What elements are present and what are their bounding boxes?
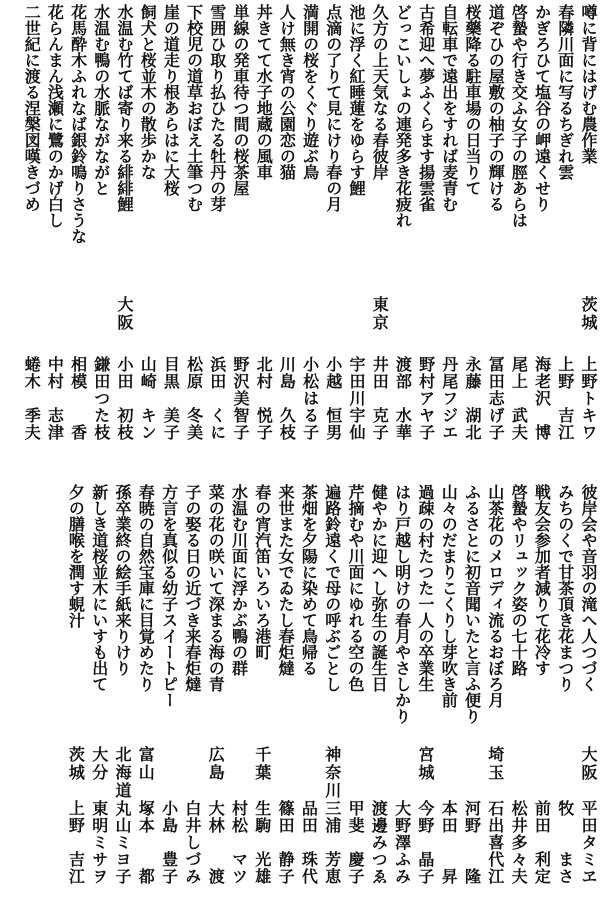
prefecture-label: 神奈川 [322, 746, 342, 800]
haiku-line: 自転車で遠出をすれば麦青む [439, 4, 459, 212]
author-name: 石出喜代江 [485, 800, 505, 885]
author-name: 小田 初枝 [115, 356, 134, 441]
author-name: 村松 マツ [229, 800, 249, 885]
haiku-line: 水温む川面に浮かぶ鴨の群 [229, 484, 249, 676]
author-name: 井田 克子 [370, 356, 390, 441]
haiku-line: 山々のだまりこくりし芽吹き前 [439, 484, 459, 708]
author-name: 目黒 美子 [161, 356, 181, 441]
haiku-line: 山茶花のメロディ流るおぼろ月 [485, 484, 505, 708]
prefecture-label: 広島 [206, 746, 226, 782]
haiku-line: 単線の発車待つ間の桜茶屋 [231, 4, 250, 196]
author-name: 尾上 武夫 [509, 356, 529, 441]
haiku-line: 芹摘むや川面にゆれる空の色 [346, 484, 365, 692]
haiku-line: 崖の道走り根あらはに大桜 [161, 4, 181, 196]
haiku-line: 健やかに迎へし弥生の誕生日 [369, 484, 389, 692]
author-name: 小島 豊子 [159, 800, 179, 885]
author-name: 野沢美智子 [231, 356, 250, 441]
haiku-line: 方言を真似る幼子スイートピー [159, 484, 179, 708]
author-name: 平田タミヱ [579, 800, 598, 885]
author-name: 山崎 キン [138, 356, 158, 441]
haiku-line: 啓蟄や行き交ふ女子の脛あらは [509, 4, 529, 228]
haiku-line: 桜藥降る駐車場の日当りて [463, 4, 482, 196]
author-name: 前田 利定 [532, 800, 552, 885]
prefecture-label: 大分 [89, 746, 109, 782]
haiku-line: 孫卒業終の絵手紙来りけり [113, 484, 132, 676]
author-name: 三浦 芳恵 [322, 800, 342, 885]
author-name: 大林 渡 [206, 800, 226, 885]
prefecture-label: 東京 [370, 296, 390, 332]
prefecture-label: 富山 [136, 746, 156, 782]
author-name: 丹尾フジエ [439, 356, 459, 441]
haiku-line: 丼きてて水子地蔵の風車 [254, 4, 274, 180]
prefecture-label: 埼玉 [485, 746, 505, 782]
haiku-line: はり戸越し明けの春月やさしかり [392, 484, 412, 724]
author-name: 宇田川宇仙 [347, 356, 366, 441]
author-name: 渡邊みつゑ [369, 800, 389, 885]
author-name: 上野 吉江 [555, 356, 575, 441]
author-name: 相模 香 [68, 356, 88, 441]
author-name: 東明ミサヲ [89, 800, 109, 885]
author-name: 丸山ミヨ子 [113, 800, 132, 885]
prefecture-label: 茨城 [66, 746, 86, 782]
author-name: 河野 隆 [462, 800, 482, 885]
haiku-line: 遍路鈴遠くで母の呼ぶごとし [322, 484, 342, 692]
author-name: 松井多々夫 [509, 800, 529, 885]
author-name: 鎌田つた枝 [91, 356, 111, 441]
haiku-line: 花馬酔木ふれなば銀鈴鳴りさうな [68, 4, 88, 244]
haiku-line: 二世紀に渡る涅槃図嘆きづめ [22, 4, 42, 212]
haiku-line: 人け無き宵の公園恋の猫 [277, 4, 297, 180]
haiku-line: 啓蟄やリュック姿の七十路 [509, 484, 529, 676]
author-name: 甲斐 慶子 [346, 800, 365, 885]
haiku-line: 子の娶る日の近づき来春炬燵 [182, 484, 202, 692]
author-name: 生駒 光雄 [252, 800, 272, 885]
author-name: 小松はる子 [300, 356, 320, 441]
author-name: 上野 吉江 [66, 800, 86, 885]
haiku-line: 春暁の自然宝庫に目覚めたり [136, 484, 156, 692]
haiku-line: 古希迎へ夢ふくらます揚雲雀 [416, 4, 436, 212]
author-name: 本田 昇 [439, 800, 459, 885]
haiku-line: 満開の桜をくぐり遊ぶ鳥 [300, 4, 320, 180]
haiku-line: 新しき道桜並木にいすも出て [89, 484, 109, 692]
author-name: 松原 冬美 [184, 356, 204, 441]
haiku-line: 点滴の了りて見にけり春の月 [323, 4, 343, 212]
author-name: 永藤 湖北 [463, 356, 482, 441]
author-name: 大野澤ふみ [392, 800, 412, 885]
haiku-line: 春の宵汽笛いろいろ港町 [252, 484, 272, 660]
author-name: 今野 晶子 [415, 800, 435, 885]
author-name: 品田 珠代 [299, 800, 319, 885]
haiku-line: 道ぞひの屋敷の柚子の輝ける [486, 4, 506, 212]
prefecture-label: 北海道 [113, 746, 132, 800]
haiku-line: 久方の上天気なる春彼岸 [370, 4, 390, 180]
prefecture-label: 宮城 [415, 746, 435, 782]
haiku-line: 戦友会参加者減りて花冷す [532, 484, 552, 676]
author-name: 白井しづみ [182, 800, 202, 885]
haiku-line: 花らんまん浅瀬に鷺のかげ白し [45, 4, 65, 228]
author-name: 渡部 水華 [393, 356, 413, 441]
haiku-line: 茶畑を夕陽に染めて鳥帰る [299, 484, 319, 676]
author-name: 冨田志げ子 [486, 356, 506, 441]
haiku-line: 飼犬と桜並木の散歩かな [138, 4, 158, 180]
prefecture-label: 千葉 [252, 746, 272, 782]
author-name: 海老沢 博 [532, 356, 552, 441]
author-name: 蜷木 季夫 [22, 356, 42, 441]
haiku-line: どっこいしょの連発多き花疲れ [393, 4, 413, 228]
prefecture-label: 大阪 [579, 746, 598, 782]
author-name: 牧 まさ [555, 800, 575, 885]
author-name: 浜田 くに [207, 356, 227, 441]
haiku-line: 噂に背にはげむ農作業 [579, 4, 598, 164]
prefecture-label: 大阪 [115, 296, 134, 332]
haiku-line: 水温む竹てば寄り来る緋緋鯉 [115, 4, 134, 212]
author-name: 篠田 静子 [276, 800, 296, 885]
author-name: 川島 久枝 [277, 356, 297, 441]
prefecture-label: 茨城 [579, 296, 598, 332]
haiku-line: 池に浮く紅睡蓮をゆらす鯉 [347, 4, 366, 196]
haiku-line: 過疎の村たつた一人の卒業生 [415, 484, 435, 692]
author-name: 野村アヤ子 [416, 356, 436, 441]
haiku-line: 来世また女でゐたし春炬燵 [276, 484, 296, 676]
author-name: 塚本 都 [136, 800, 156, 885]
author-name: 北村 悦子 [254, 356, 274, 441]
haiku-line: 夕の膳喉を潤す蜆汁 [66, 484, 86, 628]
haiku-line: 水温む鴨の水脈ながながと [91, 4, 111, 196]
haiku-line: かぎろひて塩谷の岬遠くせり [532, 4, 552, 212]
haiku-line: 彼岸会や音羽の滝へ人つづく [579, 484, 598, 692]
haiku-line: ふるさとに初音聞いたと言ふ便り [462, 484, 482, 724]
haiku-line: 下校児の道草おぼえ土筆つむ [184, 4, 204, 212]
author-name: 上野トキワ [579, 356, 598, 441]
haiku-line: みちのくで甘茶頂き花まつり [555, 484, 575, 692]
author-name: 小越 恒男 [323, 356, 343, 441]
author-name: 中村 志津 [45, 356, 65, 441]
haiku-line: 菜の花の咲いて深まる海の青 [206, 484, 226, 692]
haiku-line: 春隣川面に写るちぎれ雲 [555, 4, 575, 180]
haiku-line: 雪囲ひ取り払ひたる牡丹の芽 [207, 4, 227, 212]
